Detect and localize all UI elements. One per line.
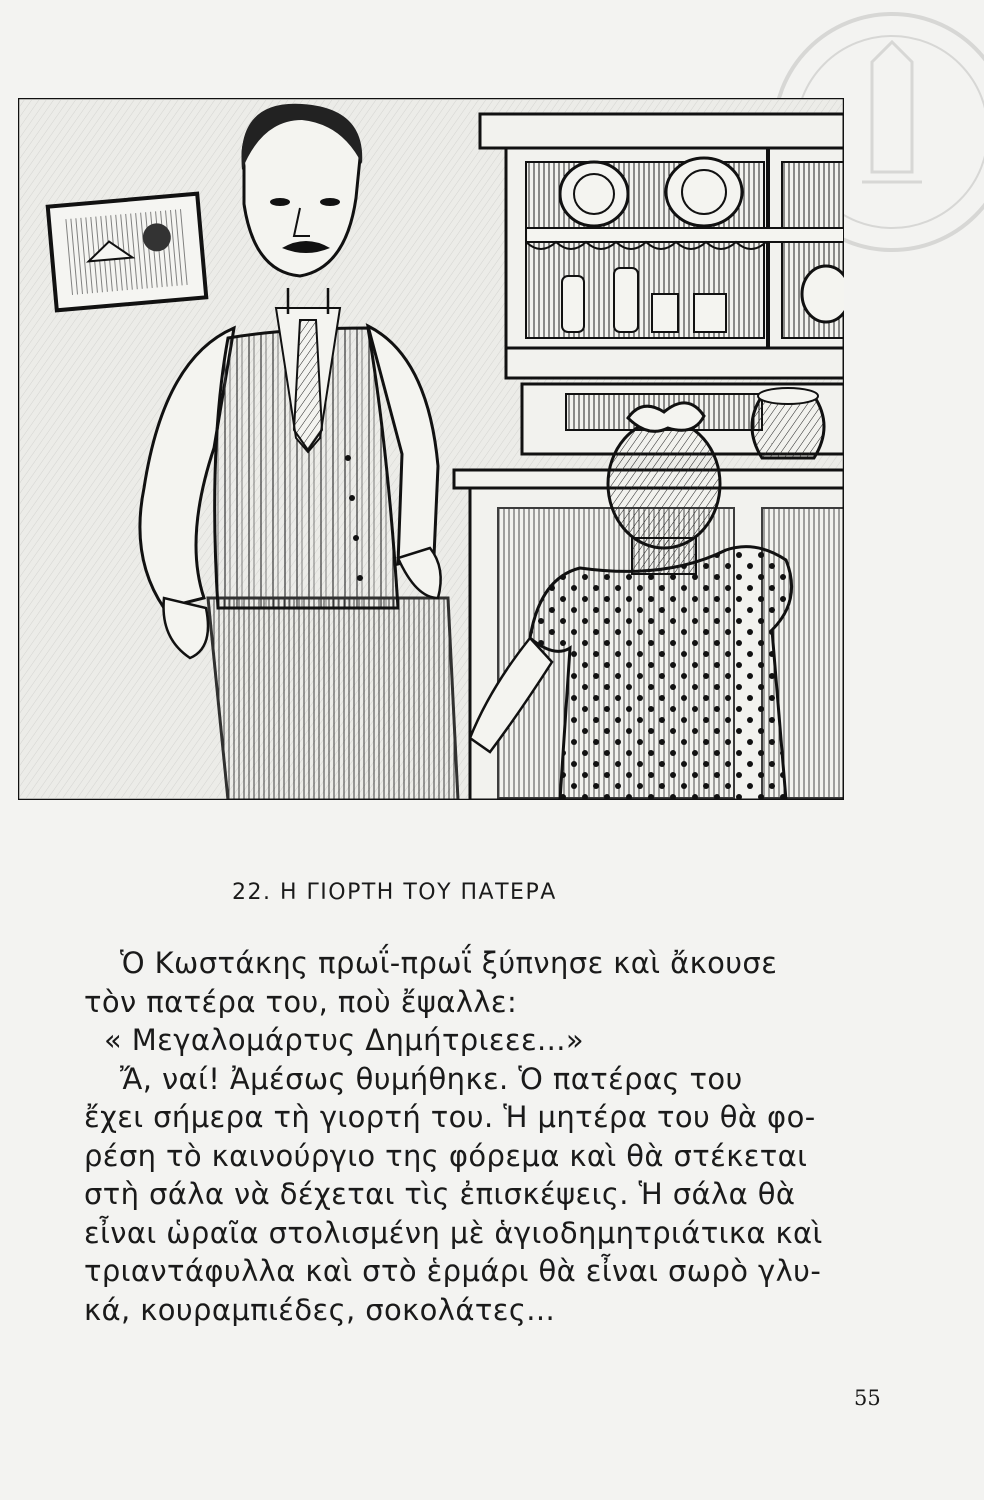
story-line: Ἄ, ναί! Ἀμέσως θυμήθηκε. Ὁ πατέρας του: [120, 1061, 743, 1096]
story-line: « Μεγαλομάρτυς Δημήτριεεε...»: [104, 1023, 585, 1057]
story-line: κά, κουραμπιέδες, σοκολάτες...: [84, 1292, 556, 1327]
chapter-title: 22. Η ΓΙΟΡΤΗ ΤΟΥ ΠΑΤΕΡΑ: [232, 880, 557, 905]
father-and-daughter-illustration: [18, 98, 844, 800]
story-line: τὸν πατέρα του, ποὺ ἔψαλλε:: [84, 984, 518, 1019]
page-number: 55: [854, 1386, 881, 1410]
story-line: Ὁ Κωστάκης πρωΐ-πρωΐ ξύπνησε καὶ ἄκουσε: [120, 946, 778, 980]
story-line: ἔχει σήμερα τὴ γιορτή του. Ἡ μητέρα του θὰ φο-: [84, 1100, 816, 1134]
story-line: ρέση τὸ καινούργιο της φόρεμα καὶ θὰ στέκεται: [84, 1138, 808, 1173]
story-line: τριαντάφυλλα καὶ στὸ ἑρμάρι θὰ εἶναι σωρὸ γλυ-: [84, 1254, 822, 1288]
story-line: στὴ σάλα νὰ δέχεται τὶς ἐπισκέψεις. Ἡ σάλα θὰ: [84, 1177, 796, 1211]
story-line: εἶναι ὡραῖα στολισμένη μὲ ἁγιοδημητριάτικα καὶ: [84, 1215, 823, 1250]
story-text: [84, 944, 880, 1329]
clay-pot: [752, 396, 824, 458]
dresser: [480, 114, 844, 148]
